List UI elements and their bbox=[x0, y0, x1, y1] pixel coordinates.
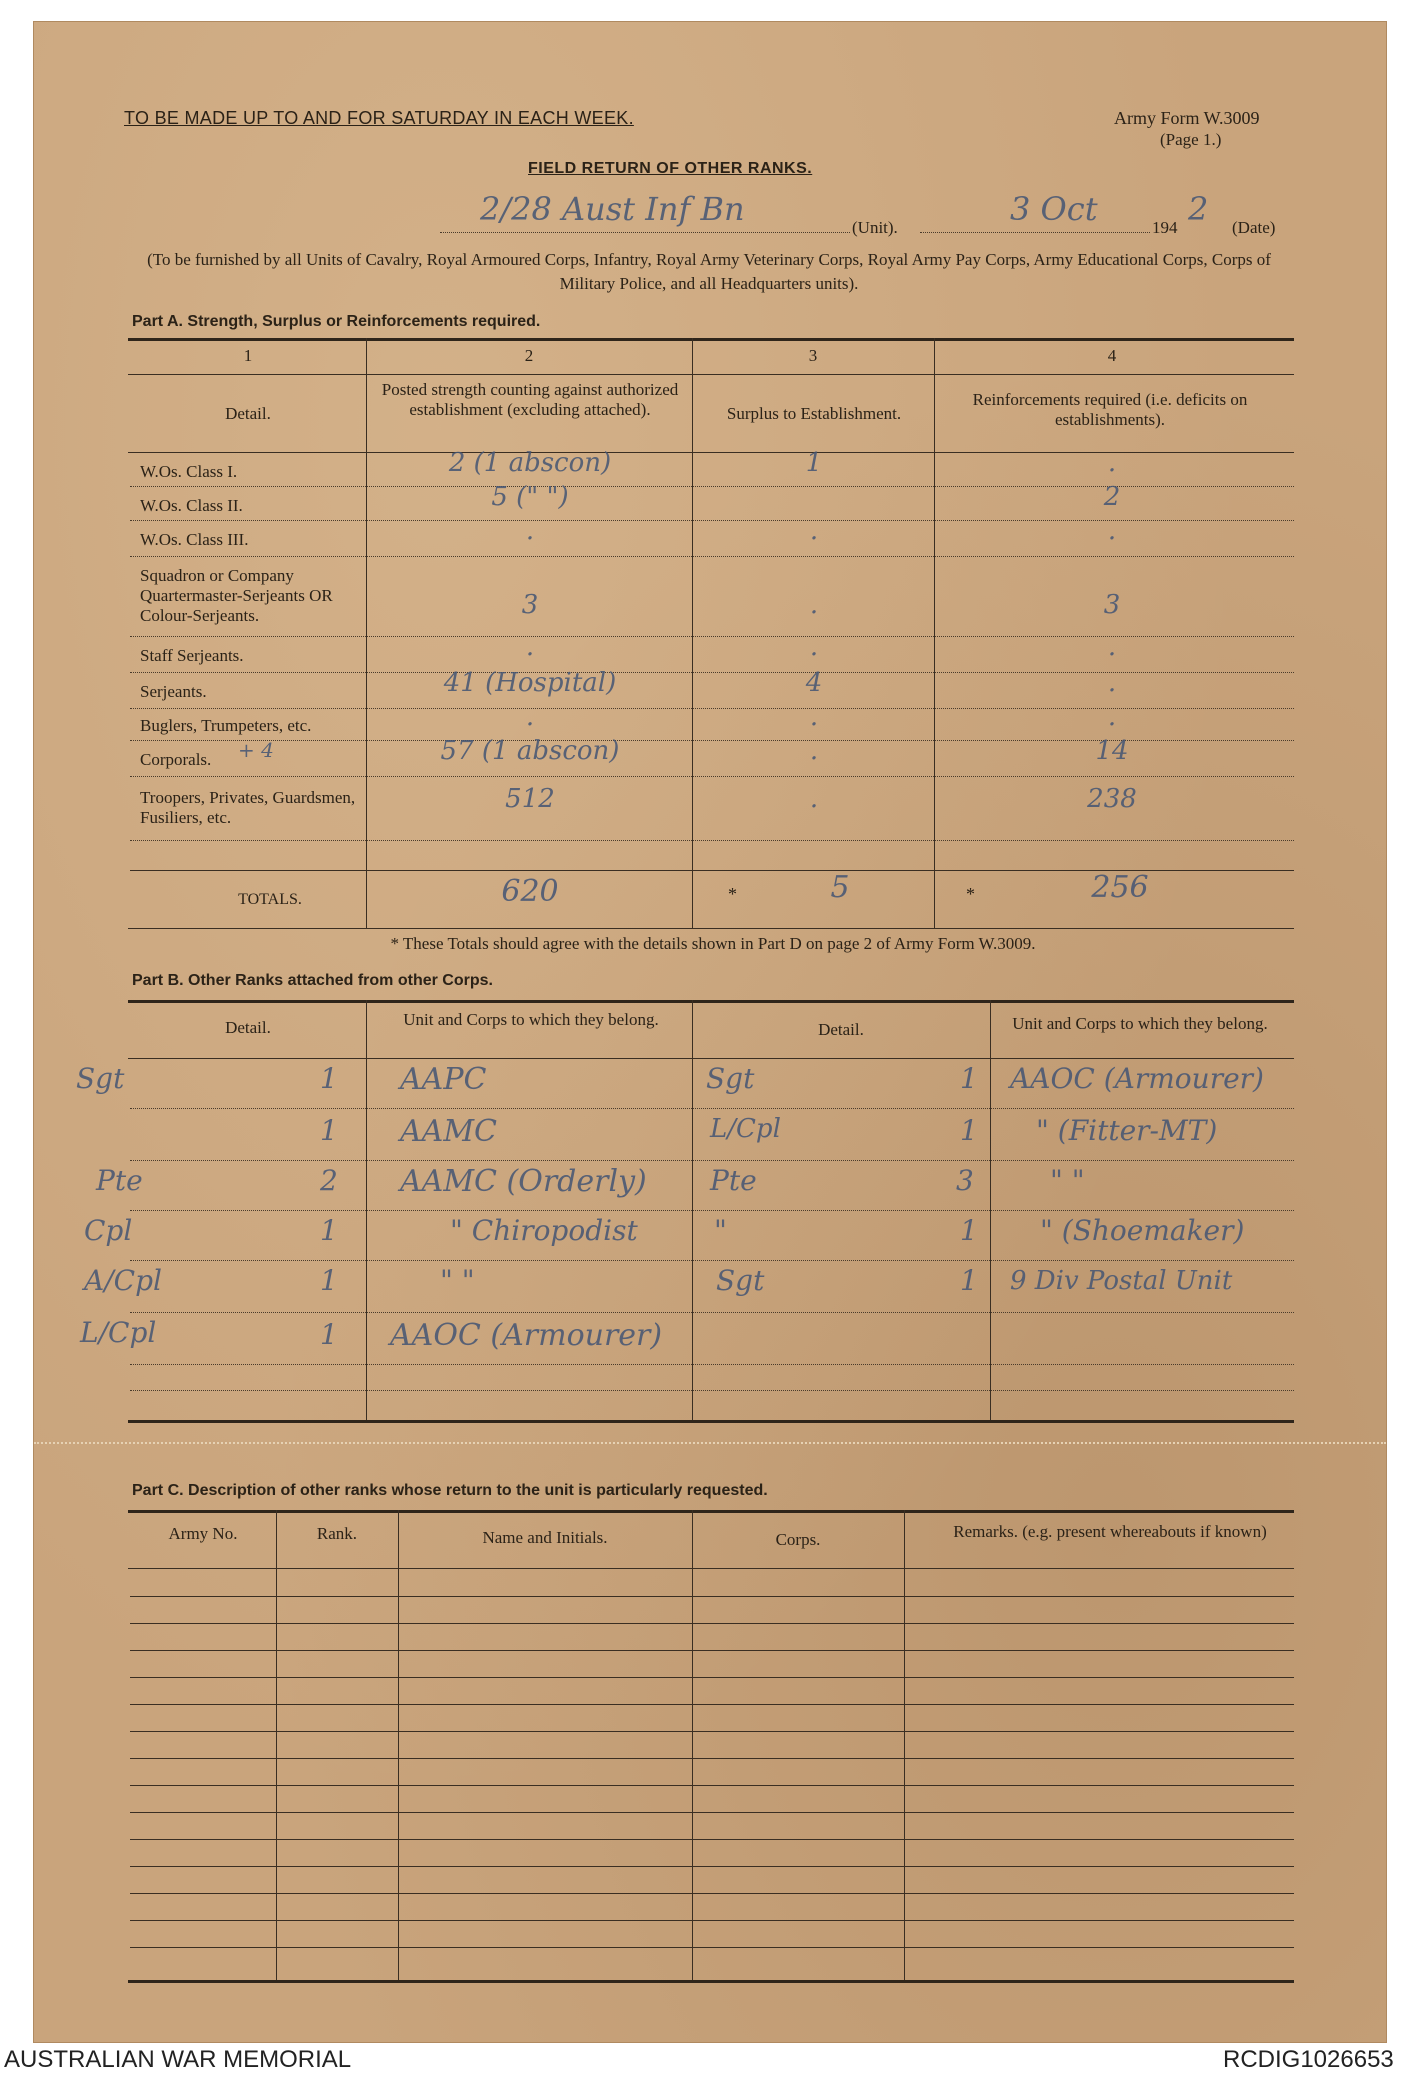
part-b-bottom-rule bbox=[128, 1420, 1294, 1423]
row-reinf-wo3: . bbox=[1107, 516, 1117, 546]
row-posted-sgt: 41 (Hospital) bbox=[443, 668, 617, 698]
row-detail-pte: Troopers, Privates, Guardsmen, Fusiliers, etc. bbox=[140, 788, 356, 827]
row-posted-ssgt: . bbox=[525, 632, 535, 662]
part-c-divider-4 bbox=[904, 1510, 905, 1980]
row-surplus-wo3: . bbox=[809, 516, 819, 546]
row-reinf-cqms: 3 bbox=[1103, 590, 1121, 620]
row-reinf-ssgt: . bbox=[1107, 632, 1117, 662]
row-posted-buglers: . bbox=[525, 702, 535, 732]
pb-right-rank-2: L/Cpl bbox=[710, 1114, 781, 1144]
part-c-divider-3 bbox=[692, 1510, 693, 1980]
pb-left-unit-3: AAMC (Orderly) bbox=[400, 1164, 647, 1199]
furnish-note: (To be furnished by all Units of Cavalry, Royal Armoured Corps, Infantry, Royal Army Veterinary Corps, Royal Army Pay Corps, Army Educational Corps, Corps of Military Police, and all Headquarters units). bbox=[147, 250, 1271, 293]
pb-row-rule bbox=[130, 1160, 1294, 1161]
row-reinf-wo2: 2 bbox=[1103, 482, 1121, 512]
pb-right-unit-1: AAOC (Armourer) bbox=[1010, 1062, 1264, 1095]
part-a-heading: Part A. Strength, Surplus or Reinforcements required. bbox=[132, 313, 541, 330]
row-posted-wo2: 5 (" ") bbox=[491, 482, 569, 512]
row-reinf-cpl: 14 bbox=[1095, 736, 1129, 766]
part-b-header-detail-right: Detail. bbox=[818, 1020, 864, 1039]
row-surplus-cpl: . bbox=[809, 736, 819, 766]
cpl-margin-note: + 4 bbox=[238, 738, 274, 762]
unit-dotted-line bbox=[440, 232, 850, 233]
part-b-top-rule bbox=[128, 1000, 1294, 1003]
perforation-line bbox=[34, 1442, 1386, 1444]
unit-handwritten: 2/28 Aust Inf Bn bbox=[480, 190, 745, 228]
pb-right-unit-2: " (Fitter-MT) bbox=[1036, 1114, 1218, 1147]
pb-left-num-1: 1 bbox=[320, 1062, 338, 1095]
row-detail-sgt: Serjeants. bbox=[140, 682, 207, 701]
pb-right-num-5: 1 bbox=[960, 1264, 978, 1297]
part-c-blank-row bbox=[130, 1623, 1294, 1624]
part-c-header-name: Name and Initials. bbox=[482, 1528, 608, 1547]
row-reinf-pte: 238 bbox=[1087, 784, 1137, 814]
pb-left-unit-6: AAOC (Armourer) bbox=[390, 1318, 663, 1353]
row-detail-wo2: W.Os. Class II. bbox=[140, 496, 243, 515]
row-reinf-buglers: . bbox=[1107, 702, 1117, 732]
pb-left-unit-4: " Chiropodist bbox=[450, 1214, 638, 1247]
row-posted-cpl: 57 (1 abscon) bbox=[440, 736, 620, 766]
pb-row-rule bbox=[130, 1210, 1294, 1211]
pb-left-num-6: 1 bbox=[320, 1318, 338, 1351]
part-c-blank-row bbox=[130, 1650, 1294, 1651]
part-a-bottom-rule bbox=[128, 928, 1294, 929]
row-posted-wo1: 2 (1 abscon) bbox=[448, 448, 612, 478]
part-b-header-rule bbox=[128, 1058, 1294, 1059]
pb-row-rule bbox=[130, 1260, 1294, 1261]
pb-left-unit-2: AAMC bbox=[400, 1114, 498, 1149]
pb-left-rank-5: A/Cpl bbox=[84, 1264, 162, 1297]
totals-posted: 620 bbox=[501, 874, 559, 909]
row-detail-buglers: Buglers, Trumpeters, etc. bbox=[140, 716, 312, 735]
part-c-blank-row bbox=[130, 1704, 1294, 1705]
col-number-4: 4 bbox=[1107, 346, 1117, 365]
date-handwritten: 3 Oct bbox=[1010, 190, 1098, 228]
row-reinf-wo1: . bbox=[1107, 448, 1117, 478]
row-detail-wo1: W.Os. Class I. bbox=[140, 462, 238, 481]
pb-right-num-4: 1 bbox=[960, 1214, 978, 1247]
part-c-divider-2 bbox=[398, 1510, 399, 1980]
part-c-header-remarks: Remarks. (e.g. present whereabouts if known) bbox=[953, 1522, 1267, 1541]
row-posted-wo3: . bbox=[525, 516, 535, 546]
row-detail-cqms: Squadron or Company Quartermaster-Serjeants OR Colour-Serjeants. bbox=[140, 566, 333, 625]
pb-left-rank-1: Sgt bbox=[76, 1062, 125, 1095]
pb-row-rule bbox=[130, 1312, 1294, 1313]
footer-right: RCDIG1026653 bbox=[1223, 2046, 1394, 2073]
weekly-instruction: TO BE MADE UP TO AND FOR SATURDAY IN EACH WEEK. bbox=[124, 108, 634, 128]
row-surplus-cqms: . bbox=[809, 590, 819, 620]
pb-right-unit-4: " (Shoemaker) bbox=[1040, 1214, 1245, 1247]
year-handwritten: 2 bbox=[1188, 190, 1209, 228]
footer-left: AUSTRALIAN WAR MEMORIAL bbox=[4, 2046, 352, 2073]
pb-left-rank-3: Pte bbox=[96, 1164, 143, 1197]
pb-left-num-3: 2 bbox=[320, 1164, 338, 1197]
row-surplus-pte: . bbox=[809, 784, 819, 814]
col-header-surplus: Surplus to Establishment. bbox=[726, 404, 902, 423]
part-c-blank-row bbox=[130, 1677, 1294, 1678]
row-detail-cpl: Corporals. bbox=[140, 750, 212, 769]
pb-right-rank-5: Sgt bbox=[716, 1264, 765, 1297]
part-b-header-detail-left: Detail. bbox=[225, 1018, 271, 1037]
totals-reinf-star: * bbox=[966, 884, 975, 904]
form-title: FIELD RETURN OF OTHER RANKS. bbox=[528, 160, 813, 177]
pb-left-rank-4: Cpl bbox=[84, 1214, 133, 1247]
row-posted-pte: 512 bbox=[505, 784, 555, 814]
pb-right-num-3: 3 bbox=[956, 1164, 974, 1197]
part-c-bottom-rule bbox=[128, 1980, 1294, 1983]
part-c-blank-row bbox=[130, 1947, 1294, 1948]
part-c-blank-row bbox=[130, 1839, 1294, 1840]
pb-right-unit-3: " " bbox=[1050, 1164, 1085, 1197]
pb-right-num-1: 1 bbox=[960, 1062, 978, 1095]
row-rule bbox=[130, 840, 1294, 841]
col-number-2: 2 bbox=[524, 346, 534, 365]
pb-right-rank-3: Pte bbox=[710, 1164, 757, 1197]
pb-left-num-5: 1 bbox=[320, 1264, 338, 1297]
row-rule bbox=[130, 556, 1294, 557]
part-b-header-unit-right: Unit and Corps to which they belong. bbox=[1012, 1014, 1268, 1033]
col-header-posted: Posted strength counting against authorized establishment (excluding attached). bbox=[381, 380, 679, 419]
row-surplus-buglers: . bbox=[809, 702, 819, 732]
form-number: Army Form W.3009 bbox=[1114, 108, 1260, 128]
col-header-detail: Detail. bbox=[225, 404, 271, 423]
pb-left-unit-1: AAPC bbox=[400, 1062, 487, 1097]
part-c-top-rule bbox=[128, 1510, 1294, 1513]
col-number-1: 1 bbox=[243, 346, 253, 365]
part-c-blank-row bbox=[130, 1596, 1294, 1597]
part-c-blank-row bbox=[130, 1785, 1294, 1786]
date-label: (Date) bbox=[1232, 218, 1276, 237]
pb-right-num-2: 1 bbox=[960, 1114, 978, 1147]
part-c-divider-1 bbox=[276, 1510, 277, 1980]
totals-reinf: 256 bbox=[1091, 870, 1149, 905]
part-c-blank-row bbox=[130, 1920, 1294, 1921]
part-c-blank-row bbox=[130, 1866, 1294, 1867]
part-c-blank-row bbox=[130, 1893, 1294, 1894]
year-prefix: 194 bbox=[1152, 218, 1178, 237]
row-detail-ssgt: Staff Serjeants. bbox=[140, 646, 244, 665]
totals-label: TOTALS. bbox=[238, 891, 302, 908]
pb-right-unit-5: 9 Div Postal Unit bbox=[1010, 1266, 1233, 1296]
pb-right-rank-4: " bbox=[714, 1214, 727, 1247]
col-number-rule bbox=[128, 374, 1294, 375]
pb-left-num-2: 1 bbox=[320, 1114, 338, 1147]
row-reinf-sgt: . bbox=[1107, 668, 1117, 698]
totals-note: * These Totals should agree with the details shown in Part D on page 2 of Army Form W.3009. bbox=[390, 934, 1036, 953]
pb-row-rule bbox=[130, 1364, 1294, 1365]
part-c-header-army-no: Army No. bbox=[168, 1524, 238, 1543]
col-header-reinf: Reinforcements required (i.e. deficits on establishments). bbox=[972, 390, 1248, 429]
row-detail-wo3: W.Os. Class III. bbox=[140, 530, 249, 549]
totals-surplus-star: * bbox=[728, 884, 737, 904]
pb-left-num-4: 1 bbox=[320, 1214, 338, 1247]
part-c-header-rank: Rank. bbox=[316, 1524, 358, 1543]
pb-left-unit-5: " " bbox=[440, 1264, 475, 1297]
part-c-blank-row bbox=[130, 1812, 1294, 1813]
totals-surplus: 5 bbox=[830, 870, 850, 905]
pb-left-rank-6: L/Cpl bbox=[80, 1316, 157, 1349]
part-c-blank-row bbox=[130, 1758, 1294, 1759]
part-a-top-rule bbox=[128, 338, 1294, 341]
page-number: (Page 1.) bbox=[1160, 130, 1222, 149]
row-surplus-ssgt: . bbox=[809, 632, 819, 662]
part-c-blank-row bbox=[130, 1731, 1294, 1732]
part-b-header-unit-left: Unit and Corps to which they belong. bbox=[403, 1010, 659, 1029]
unit-label: (Unit). bbox=[852, 218, 898, 237]
row-surplus-sgt: 4 bbox=[805, 668, 823, 698]
pb-row-rule bbox=[130, 1108, 1294, 1109]
part-c-header-rule bbox=[128, 1568, 1294, 1569]
pb-row-rule bbox=[130, 1390, 1294, 1391]
date-dotted-line bbox=[920, 232, 1150, 233]
row-posted-cqms: 3 bbox=[521, 590, 539, 620]
row-surplus-wo1: 1 bbox=[805, 448, 823, 478]
col-number-3: 3 bbox=[808, 346, 818, 365]
row-rule bbox=[130, 776, 1294, 777]
part-c-header-corps: Corps. bbox=[775, 1530, 821, 1549]
pb-right-rank-1: Sgt bbox=[706, 1062, 755, 1095]
part-b-heading: Part B. Other Ranks attached from other Corps. bbox=[132, 972, 493, 989]
part-c-heading: Part C. Description of other ranks whose return to the unit is particularly requested. bbox=[132, 1482, 768, 1499]
